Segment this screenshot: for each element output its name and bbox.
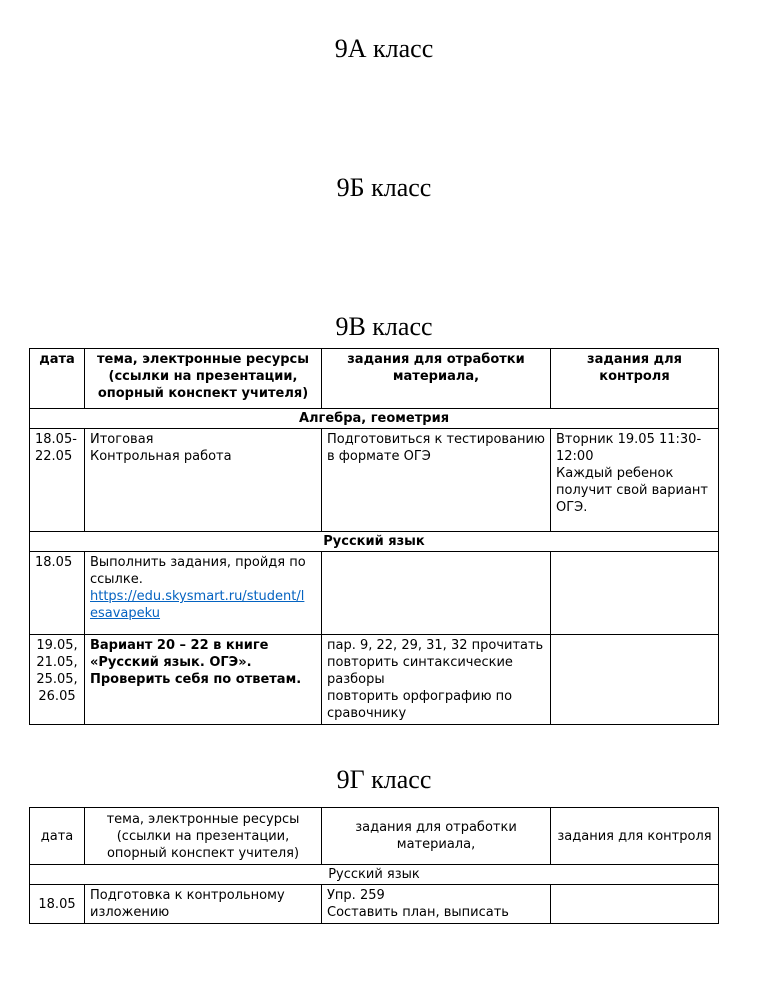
row-practice <box>322 552 551 635</box>
table-row <box>30 885 719 924</box>
row-practice: Упр. 259 Составить план, выписать <box>322 885 551 924</box>
table-row <box>30 429 719 532</box>
row-practice: Подготовиться к тестированию в формате ОГЭ <box>322 429 551 532</box>
header-topic: тема, электронные ресурсы (ссылки на презентации, опорный конспект учителя) <box>85 808 322 865</box>
table-header-row <box>30 808 719 865</box>
section-russian: Русский язык <box>30 865 719 885</box>
row-topic: Вариант 20 – 22 в книге «Русский язык. ОГЭ». Проверить себя по ответам. <box>85 635 322 725</box>
table-header-row <box>30 349 719 409</box>
heading-9g: 9Г класс <box>336 765 432 794</box>
header-control: задания для контроля <box>551 349 719 409</box>
schedule-table-9g <box>29 807 719 924</box>
skysmart-link[interactable]: https://edu.skysmart.ru/student/l esavapeku <box>90 589 305 621</box>
header-date: дата <box>30 349 85 409</box>
section-algebra-geometry: Алгебра, геометрия <box>30 409 719 429</box>
heading-9b: 9Б класс <box>336 173 432 202</box>
table-row <box>30 552 719 635</box>
row-topic: Подготовка к контрольному изложению <box>85 885 322 924</box>
row-control <box>551 552 719 635</box>
section-russian: Русский язык <box>30 532 719 552</box>
row-control: Вторник 19.05 11:30- 12:00 Каждый ребенок получит свой вариант ОГЭ. <box>551 429 719 532</box>
row-control <box>551 635 719 725</box>
schedule-table-9v <box>29 348 719 725</box>
row-practice: пар. 9, 22, 29, 31, 32 прочитать повторить синтаксические разборы повторить орфографию по сравочнику <box>322 635 551 725</box>
row-date: 19.05, 21.05, 25.05, 26.05 <box>30 635 85 725</box>
table-row <box>30 635 719 725</box>
heading-9v: 9В класс <box>335 312 433 341</box>
header-date: дата <box>30 808 85 865</box>
row-date: 18.05 <box>30 552 85 635</box>
header-topic: тема, электронные ресурсы (ссылки на презентации, опорный конспект учителя) <box>85 349 322 409</box>
header-practice: задания для отработки материала, <box>322 349 551 409</box>
row-date: 18.05 <box>30 885 85 924</box>
heading-9a: 9А класс <box>334 34 434 63</box>
header-practice: задания для отработки материала, <box>322 808 551 865</box>
row-control <box>551 885 719 924</box>
header-control: задания для контроля <box>551 808 719 865</box>
row-topic: Выполнить задания, пройдя по ссылке. https://edu.skysmart.ru/student/l esavapeku <box>85 552 322 635</box>
row-topic: Итоговая Контрольная работа <box>85 429 322 532</box>
row-date: 18.05- 22.05 <box>30 429 85 532</box>
